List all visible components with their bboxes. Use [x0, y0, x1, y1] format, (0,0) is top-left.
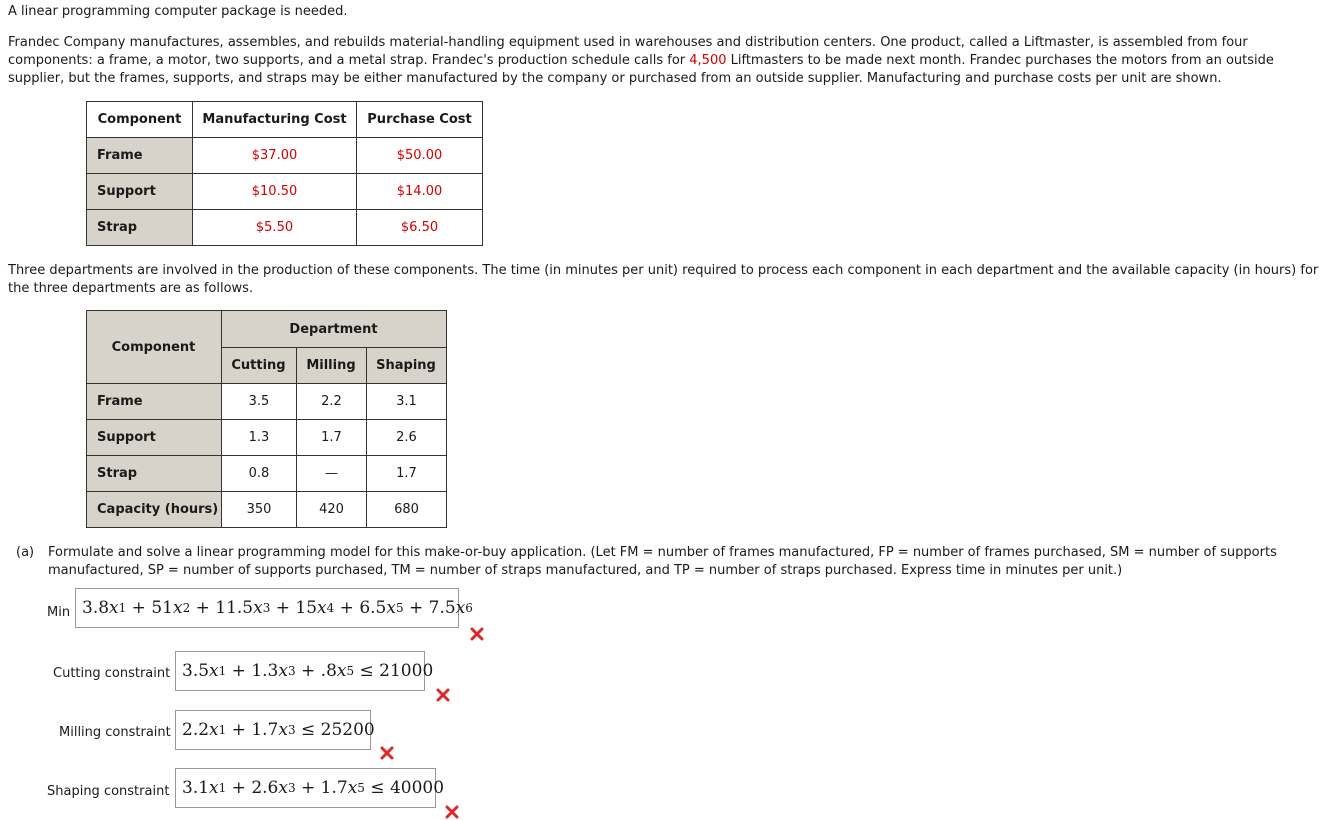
table-row [87, 456, 447, 492]
dept-col-cutting: Cutting [222, 348, 297, 384]
dept-col-milling: Milling [297, 348, 367, 384]
cost-table [86, 101, 483, 246]
table-row [87, 384, 447, 420]
purchase-cost: $6.50 [357, 210, 483, 246]
table-row [87, 492, 447, 528]
table-cell: 680 [367, 492, 447, 528]
shaping-constraint-input[interactable]: 3.1 x 1 + 2.6 x 3 + 1.7 x 5 ≤ 40000 [175, 768, 436, 808]
table-cell: — [297, 456, 367, 492]
table-cell: 2.2 [297, 384, 367, 420]
table-cell: 1.3 [222, 420, 297, 456]
table-row [87, 138, 483, 174]
dept-header-component: Component [87, 311, 222, 384]
dept-col-shaping: Shaping [367, 348, 447, 384]
intro-text: A linear programming computer package is needed. [8, 4, 348, 19]
liftmaster-quantity: 4,500 [689, 53, 727, 68]
table-cell: 0.8 [222, 456, 297, 492]
dept-row-label: Support [87, 420, 222, 456]
cost-row-label: Strap [87, 210, 193, 246]
cost-row-label: Frame [87, 138, 193, 174]
table-row [87, 174, 483, 210]
incorrect-x-icon [380, 746, 394, 760]
objective-input[interactable]: 3.8 x 1 + 51 x 2 + 11.5 x 3 + 15 x 4 + 6.5 x 5 + 7.5 x 6 [75, 588, 459, 628]
table-row [87, 420, 447, 456]
table-row [87, 210, 483, 246]
min-label: Min [47, 605, 71, 620]
table-cell: 2.6 [367, 420, 447, 456]
shaping-constraint-label: Shaping constraint [47, 784, 170, 799]
manufacturing-cost: $5.50 [193, 210, 357, 246]
cost-header-purchase: Purchase Cost [357, 102, 483, 138]
milling-constraint-label: Milling constraint [59, 725, 171, 740]
problem-description [8, 34, 1308, 88]
cutting-constraint-label: Cutting constraint [53, 666, 171, 681]
incorrect-x-icon [470, 627, 484, 641]
manufacturing-cost: $37.00 [193, 138, 357, 174]
table-cell: 1.7 [297, 420, 367, 456]
question-label: (a) [16, 545, 35, 560]
cost-row-label: Support [87, 174, 193, 210]
manufacturing-cost: $10.50 [193, 174, 357, 210]
dept-header-department: Department [222, 311, 447, 348]
purchase-cost: $50.00 [357, 138, 483, 174]
table-cell: 3.5 [222, 384, 297, 420]
table-cell: 420 [297, 492, 367, 528]
table-cell: 350 [222, 492, 297, 528]
incorrect-x-icon [436, 688, 450, 702]
dept-row-label: Frame [87, 384, 222, 420]
department-description: Three departments are involved in the production of these components. The time (in minutes per unit) required to process each component in each department and the available capacity (in hours) for the three departments are as follows. [8, 263, 1319, 296]
description-part-1: Frandec Company manufactures, assembles, and rebuilds material-handling equipment used in warehouses and distribution centers. One product, called a Liftmaster, is assembled from four components: a frame, a motor, two supports, and a metal strap. Frandec's production schedule calls for [8, 35, 1248, 68]
milling-constraint-input[interactable]: 2.2 x 1 + 1.7 x 3 ≤ 25200 [175, 710, 371, 750]
incorrect-x-icon [445, 805, 459, 819]
dept-row-label: Capacity (hours) [87, 492, 222, 528]
dept-row-label: Strap [87, 456, 222, 492]
question-line-2: manufactured, SP = number of supports purchased, TM = number of straps manufactured, and TP = number of straps purchased. Express time in minutes per unit.) [48, 563, 1123, 578]
question-line-1: Formulate and solve a linear programming model for this make-or-buy application. (Let FM = number of frames manufactured, FP = number of frames purchased, SM = number of supports [48, 545, 1277, 560]
table-cell: 1.7 [367, 456, 447, 492]
department-table [86, 310, 447, 528]
cutting-constraint-input[interactable]: 3.5 x 1 + 1.3 x 3 + .8 x 5 ≤ 21000 [175, 651, 425, 691]
purchase-cost: $14.00 [357, 174, 483, 210]
description-part-2: Liftmasters to be made next month. Frandec purchases the motors from an outside supplier, but the frames, supports, and straps may be either manufactured by the company or purchased from an outside supplier. Manufacturing and purchase costs per unit are shown. [8, 53, 1274, 86]
table-cell: 3.1 [367, 384, 447, 420]
cost-header-component: Component [87, 102, 193, 138]
cost-header-manufacturing: Manufacturing Cost [193, 102, 357, 138]
